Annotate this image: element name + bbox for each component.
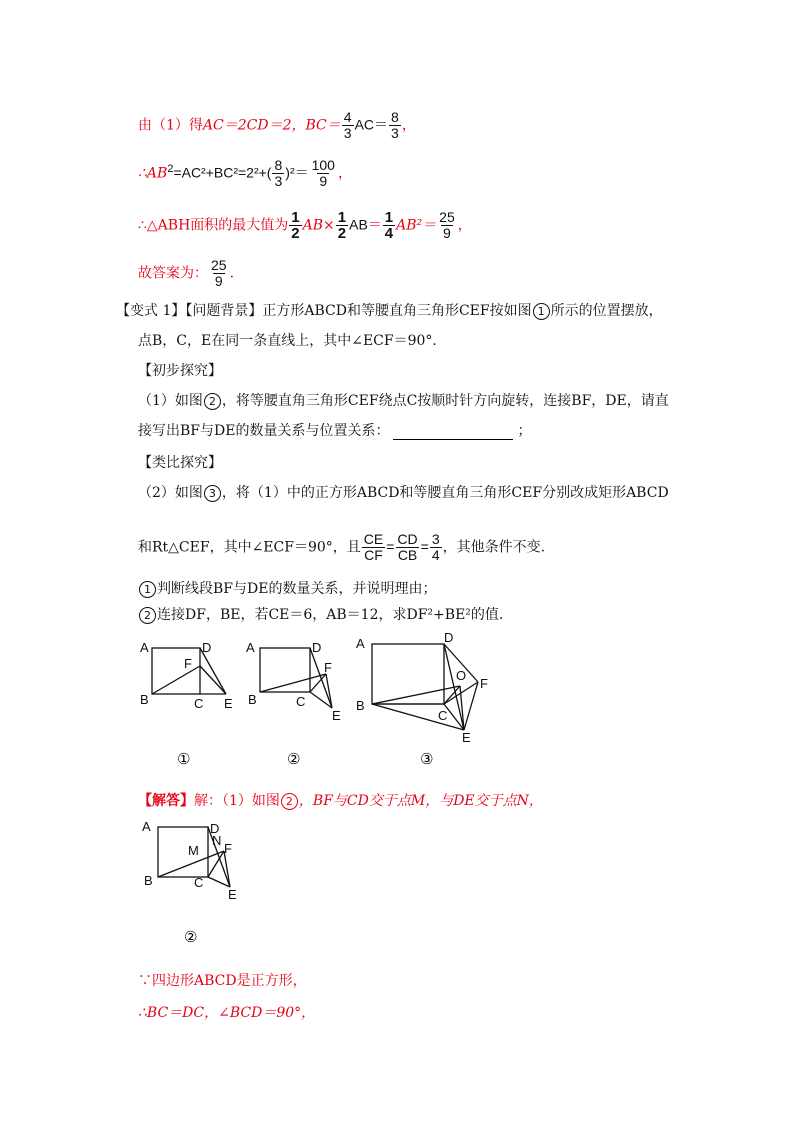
fig1-label-D: D (202, 640, 212, 655)
fraction-8-3: $\frac{8}{3}$ (391, 109, 399, 141)
fraction-3-4: $\frac{3}{4}$ (431, 531, 440, 563)
fig2-label-A: A (246, 640, 255, 655)
answer-tag: 【解答】 (138, 793, 194, 809)
fig3-label-D: D (444, 630, 454, 645)
figure-2-caption: ② (287, 750, 301, 768)
line2-prefix: ∴AB (138, 165, 168, 182)
line3-ab2: AB (349, 216, 368, 233)
question-2-line-2: 和Rt△CEF，其中∠ECF＝90°，且 $\frac{CE}{CF}$ = $\frac{CD}{CB}$ = $\frac{3}{4}$ ，其他条件不变. (138, 531, 546, 563)
section-analogy-explore: 【类比探究】 (138, 455, 222, 471)
fig4-label-C: C (194, 875, 204, 890)
fraction-25-9-b: $\frac{25}{9}$ (211, 257, 227, 289)
fig4-label-A: A (142, 819, 151, 834)
figure-4 (138, 815, 248, 911)
solution-line-1: 由（1）得AC＝2CD＝2，BC＝ $\frac{4}{3}$ AC＝ $\frac{8}{3}$ ， (138, 109, 416, 141)
fig2-label-E: E (332, 708, 341, 722)
fig2-label-C: C (296, 694, 306, 709)
fig1-label-B: B (140, 692, 149, 707)
answer-intro: 【解答】解：（1）如图 2 ，BF与CD交于点M，与DE交于点N， (138, 793, 543, 809)
answer-blank[interactable] (393, 425, 513, 440)
therefore-line: ∴BC＝DC，∠BCD＝90°， (138, 1005, 316, 1021)
figure-1 (136, 636, 246, 716)
fig2-label-D: D (312, 640, 322, 655)
fig4-label-B: B (144, 873, 153, 888)
line1-mid: AC＝ (354, 116, 389, 133)
circled-number-2: 2 (204, 393, 221, 410)
line3-prefix: ∴△ABH面积的最大值为 (138, 217, 289, 234)
fig1-label-E: E (224, 696, 233, 711)
sub-question-2: 2 连接DF，BE，若CE＝6，AB＝12，求DF²+BE²的值. (138, 606, 503, 624)
fig3-label-B: B (356, 698, 365, 713)
figure-2 (244, 636, 354, 722)
question-1-line-1: （1）如图 2 ，将等腰直角三角形CEF绕点C按顺时针方向旋转，连接BF，DE，请直 (138, 393, 669, 409)
fig4-label-N: N (212, 833, 222, 848)
fig3-label-E: E (462, 730, 471, 744)
fraction-25-9: $\frac{25}{9}$ (439, 209, 455, 241)
fraction-1-2: $\frac{1}{2}$ (291, 209, 300, 242)
fig3-label-F: F (480, 676, 488, 691)
figure-3 (354, 628, 504, 744)
fig1-label-A: A (140, 640, 149, 655)
because-line: ∵四边形ABCD是正方形， (138, 973, 307, 989)
line2-eq: =AC²+BC²=2²+( (173, 164, 272, 181)
figure-3-caption: ③ (420, 750, 434, 768)
fraction-cd-cb: $\frac{CD}{CB}$ (397, 531, 418, 563)
fig4-label-D: D (210, 821, 220, 836)
line2-sup: 2 (167, 162, 174, 175)
fig1-label-F: F (184, 656, 192, 671)
line1-prefix: 由（1）得 (138, 117, 203, 134)
fig2-label-B: B (248, 692, 257, 707)
line3-ab: AB× (302, 217, 335, 234)
sub-question-1: 1 判断线段BF与DE的数量关系，并说明理由； (138, 580, 436, 598)
fraction-4-3: $\frac{4}{3}$ (343, 109, 352, 141)
fig3-label-C: C (438, 708, 448, 723)
fraction-ce-cf: $\frac{CE}{CF}$ (363, 531, 384, 563)
problem-bg-text: 正方形ABCD和等腰直角三角形CEF按如图 (262, 303, 532, 319)
fig4-label-F: F (224, 841, 232, 856)
fig4-label-E: E (228, 887, 237, 902)
circled-number-2-b: 2 (139, 607, 156, 624)
answer-prefix: 故答案为： (138, 265, 208, 282)
circled-number-1-b: 1 (139, 581, 156, 598)
question-1-line-2: 接写出BF与DE的数量关系与位置关系： ； (138, 423, 532, 439)
problem-line-1: 【变式 1】【问题背景】正方形ABCD和等腰直角三角形CEF按如图 1 所示的位置摆放， (116, 303, 663, 319)
fraction-1-2-b: $\frac{1}{2}$ (337, 209, 347, 242)
fig2-label-F: F (324, 660, 332, 675)
problem-tag: 【变式 1】【问题背景】 (116, 303, 263, 319)
solution-line-2: $\therefore AB^2=AC^2+BC^2=2^2+$( $\frac{8}{3}$ )²＝ $\frac{100}{9}$ ， (138, 157, 352, 189)
fraction-1-4: $\frac{1}{4}$ (384, 209, 394, 242)
fig3-label-O: O (456, 668, 467, 683)
circled-number-1: 1 (533, 303, 550, 320)
figure-4-caption: ② (184, 928, 198, 946)
fraction-8-3-b: $\frac{8}{3}$ (274, 157, 283, 189)
answer-line: 故答案为： $\frac{25}{9}$ . (138, 257, 235, 289)
question-2-line-1: （2）如图 3 ，将（1）中的正方形ABCD和等腰直角三角形CEF分别改成矩形ABCD (138, 485, 669, 501)
line1-eq: AC＝2CD＝2，BC＝ (202, 117, 341, 134)
fig1-label-C: C (194, 696, 204, 711)
problem-line-2: 点B，C，E在同一条直线上，其中∠ECF＝90°. (138, 333, 437, 349)
fraction-100-9: $\frac{100}{9}$ (311, 157, 335, 189)
line3-ab3: AB²＝ (396, 217, 437, 234)
solution-line-3: ∴△ABH面积的最大值为 $\frac{1}{2}$ AB× $\frac{1}{2}$ AB＝ $\frac{1}{4}$ AB²＝ $\frac{25}{9}$ ， (138, 209, 472, 242)
circled-number-2-c: 2 (281, 793, 298, 810)
line2-eq2: )²＝ (285, 164, 309, 181)
section-initial-explore: 【初步探究】 (138, 363, 222, 379)
fig4-label-M: M (188, 843, 199, 858)
circled-number-3: 3 (204, 485, 221, 502)
figure-1-caption: ① (177, 750, 191, 768)
fig3-label-A: A (356, 636, 365, 651)
